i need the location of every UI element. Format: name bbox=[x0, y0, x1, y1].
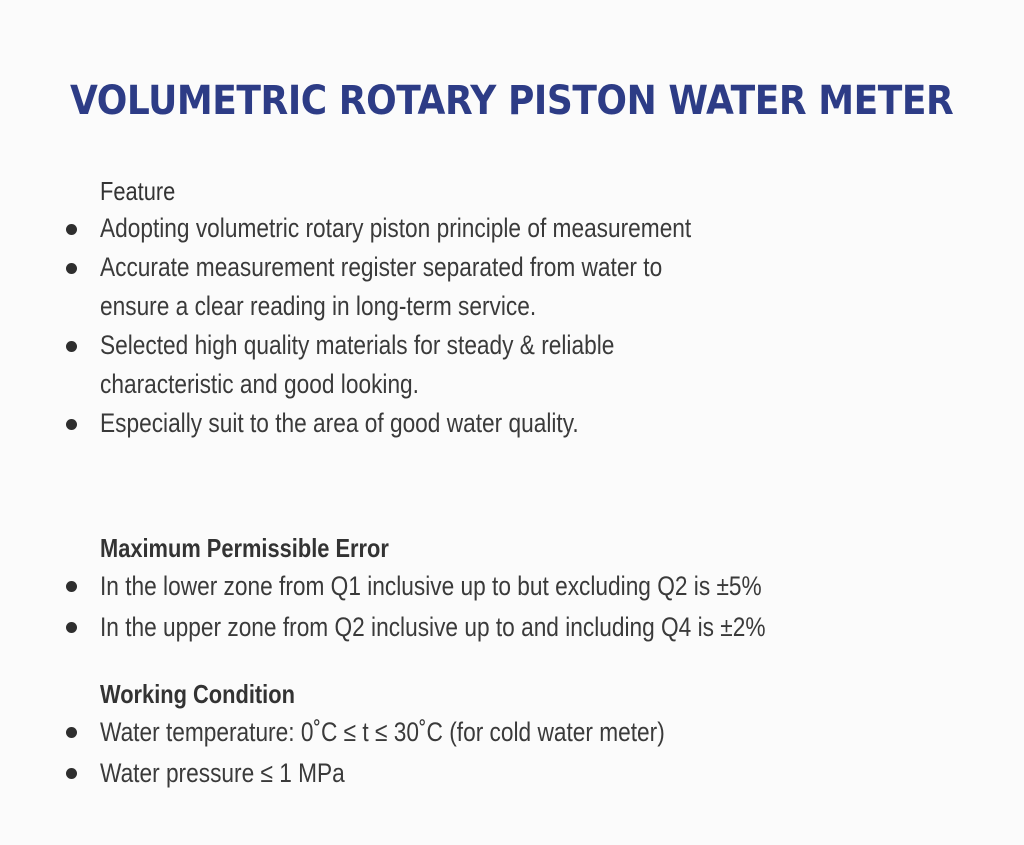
max-permissible-error-section bbox=[64, 530, 964, 648]
feature-heading: Feature bbox=[100, 176, 176, 206]
working-condition-section bbox=[64, 676, 964, 794]
feature-list bbox=[64, 209, 964, 443]
list-item-text: Especially suit to the area of good water quality. bbox=[100, 408, 579, 438]
bullet-icon bbox=[66, 581, 77, 592]
list-item-text: In the upper zone from Q2 inclusive up to and including Q4 is ±2% bbox=[100, 612, 766, 642]
list-item-text: Water temperature: 0˚C ≤ t ≤ 30˚C (for cold water meter) bbox=[100, 717, 665, 747]
list-item bbox=[64, 209, 964, 248]
list-item bbox=[64, 566, 964, 607]
list-item-text: Water pressure ≤ 1 MPa bbox=[100, 758, 345, 788]
list-item-text: Selected high quality materials for steady & reliable characteristic and good looking. bbox=[100, 330, 615, 399]
list-item-text: In the lower zone from Q1 inclusive up to but excluding Q2 is ±5% bbox=[100, 571, 762, 601]
list-item bbox=[64, 248, 964, 326]
bullet-icon bbox=[66, 622, 77, 633]
working-condition-list bbox=[64, 712, 964, 794]
max-permissible-error-heading: Maximum Permissible Error bbox=[100, 533, 389, 563]
bullet-icon bbox=[66, 341, 77, 352]
bullet-icon bbox=[66, 224, 77, 235]
list-item-text: Accurate measurement register separated from water to ensure a clear reading in long-term service. bbox=[100, 252, 663, 321]
bullet-icon bbox=[66, 263, 77, 274]
list-item bbox=[64, 753, 964, 794]
error-list bbox=[64, 566, 964, 648]
bullet-icon bbox=[66, 419, 77, 430]
list-item bbox=[64, 607, 964, 648]
bullet-icon bbox=[66, 768, 77, 779]
bullet-icon bbox=[66, 727, 77, 738]
list-item bbox=[64, 404, 964, 443]
working-condition-heading: Working Condition bbox=[100, 679, 295, 709]
list-item bbox=[64, 326, 964, 404]
page-title: VOLUMETRIC ROTARY PISTON WATER METER bbox=[70, 78, 954, 124]
feature-section bbox=[64, 173, 964, 443]
list-item-text: Adopting volumetric rotary piston principle of measurement bbox=[100, 213, 692, 243]
list-item bbox=[64, 712, 964, 753]
